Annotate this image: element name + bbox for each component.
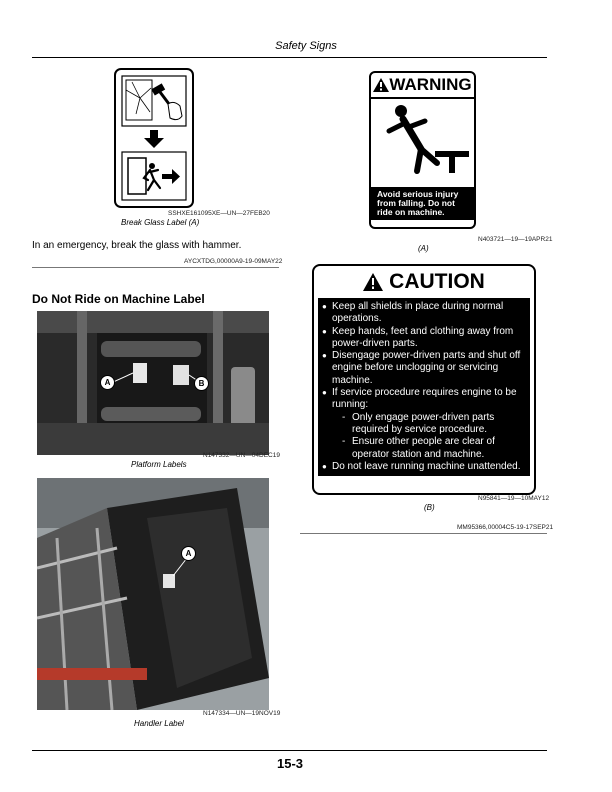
falling-person-icon <box>371 99 474 187</box>
caution-item: ● Do not leave running machine unattended. <box>322 461 526 473</box>
header-rule <box>32 57 547 58</box>
left-section-rule <box>32 267 279 268</box>
caution-item: ● If service procedure requires engine to be running: <box>322 387 526 412</box>
warning-image-code: N403721—19—19APR21 <box>478 236 553 243</box>
break-glass-instruction: In an emergency, break the glass with hammer. <box>32 240 242 251</box>
caution-item: ● Disengage power-driven parts and shut off engine before unclogging or servicing machine. <box>322 350 526 387</box>
platform-image-code: N147332—UN—04DEC19 <box>203 452 280 459</box>
platform-callout-b: B <box>194 376 209 391</box>
page-number: 15-3 <box>276 756 304 771</box>
platform-callout-a: A <box>100 375 115 390</box>
caution-label <box>312 264 536 495</box>
handler-callout-a: A <box>181 546 196 561</box>
caution-heading <box>314 266 534 298</box>
handler-label-photo <box>37 478 269 710</box>
caution-image-code: N95841—19—10MAY12 <box>478 495 550 502</box>
caution-item: ● Keep all shields in place during normal operations. <box>322 301 526 326</box>
handler-caption: Handler Label <box>134 719 184 728</box>
warning-caption: (A) <box>418 244 429 253</box>
warning-heading-text: WARNING <box>389 75 472 94</box>
break-glass-image-code: SSHXE161095XE—UN—27FEB20 <box>168 210 270 217</box>
caution-reference: MM95366,00004C5-19-17SEP21 <box>457 524 554 531</box>
warning-triangle-icon <box>373 78 389 92</box>
platform-labels-photo <box>37 311 269 455</box>
caution-caption: (B) <box>424 503 435 512</box>
caution-item: ● Keep hands, feet and clothing away from power-driven parts. <box>322 326 526 351</box>
warning-label <box>369 71 476 229</box>
right-section-rule <box>300 533 547 534</box>
section-title: Do Not Ride on Machine Label <box>32 292 205 306</box>
warning-text: Avoid serious injury from falling. Do not ride on machine. <box>371 187 474 220</box>
break-glass-reference: AYCXTDG,00000A9-19-09MAY22 <box>184 258 283 265</box>
caution-heading-text: CAUTION <box>389 270 485 293</box>
caution-subitem: - Only engage power-driven parts required by service procedure. <box>322 412 526 437</box>
warning-heading <box>371 73 474 99</box>
page-header-title: Safety Signs <box>275 40 337 52</box>
platform-caption: Platform Labels <box>131 460 187 469</box>
break-glass-label-graphic <box>114 68 194 208</box>
handler-image-code: N147334—UN—19NOV19 <box>203 710 281 717</box>
break-glass-caption: Break Glass Label (A) <box>121 218 200 227</box>
footer-rule <box>32 750 547 751</box>
caution-subitem: - Ensure other people are clear of operator station and machine. <box>322 436 526 461</box>
caution-body <box>318 298 530 476</box>
caution-triangle-icon <box>363 273 383 291</box>
